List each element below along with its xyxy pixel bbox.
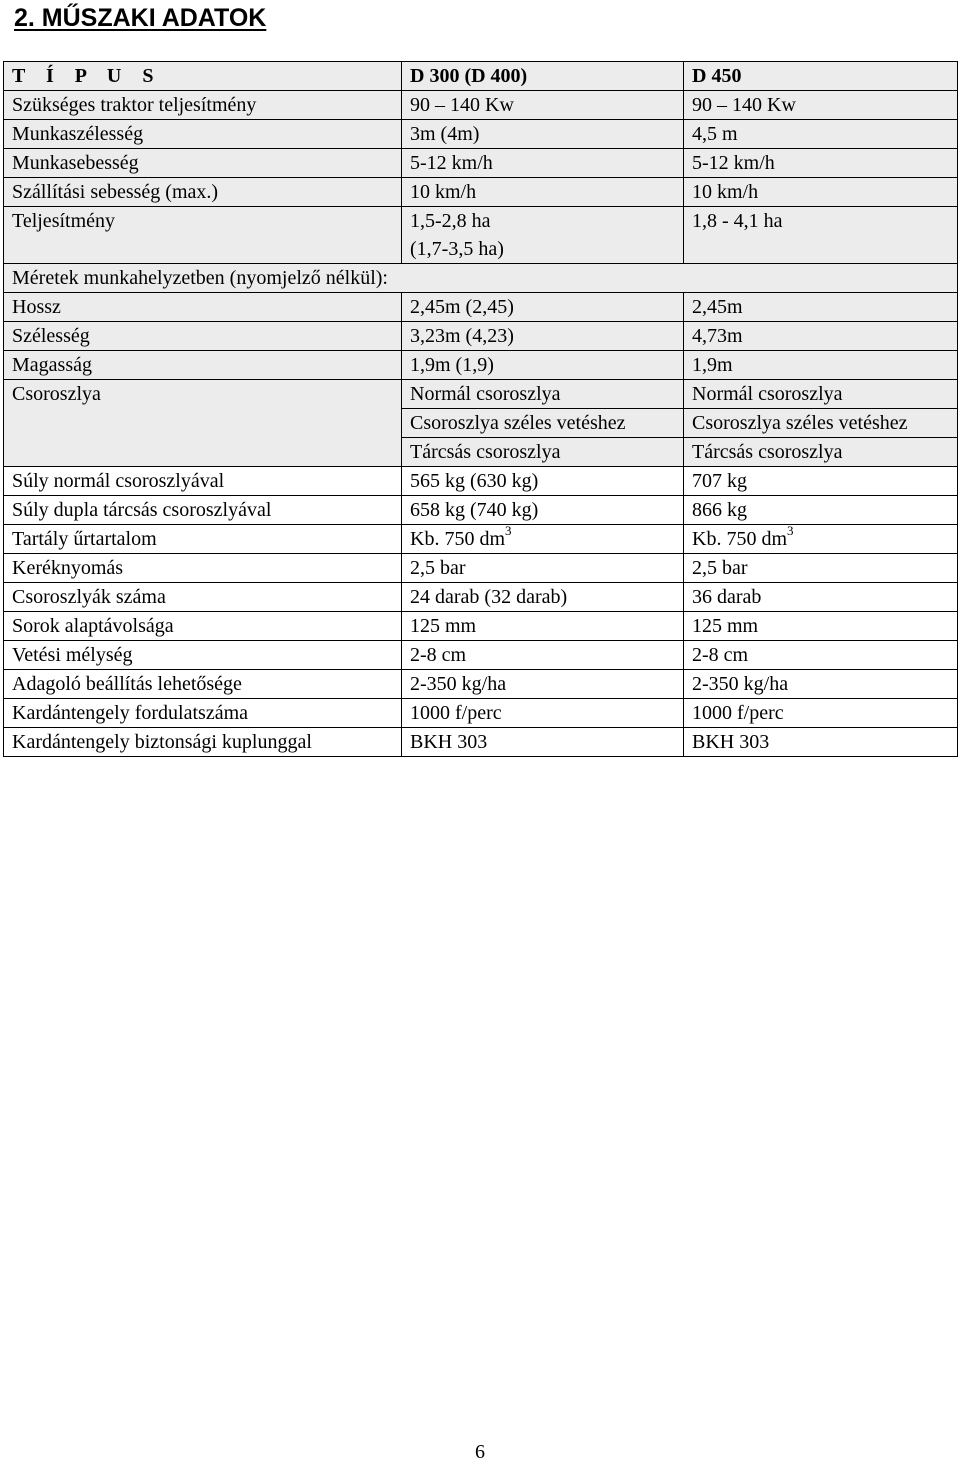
row-value-d300: 2,5 bar [402,554,684,583]
table-row [4,120,958,149]
table-row [4,91,958,120]
row-value-d450: Csoroszlya széles vetéshez [684,409,958,438]
row-value-d450: 4,5 m [684,120,958,149]
row-value-d300: 2-8 cm [402,641,684,670]
row-label: Adagoló beállítás lehetősége [4,670,402,699]
row-label: Magasság [4,351,402,380]
row-value-d450: 1,9m [684,351,958,380]
row-value-d450: 10 km/h [684,178,958,207]
table-header-row [4,62,958,91]
row-value-d450: Kb. 750 $dm^3$ [684,525,958,554]
table-row [4,467,958,496]
row-value-d300: 5-12 km/h [402,149,684,178]
row-value-d300: BKH 303 [402,728,684,757]
row-value-d450: 866 kg [684,496,958,525]
row-label: Teljesítmény [4,207,402,236]
row-value-d300: 1,5-2,8 ha [402,207,684,236]
row-value-d300: Tárcsás csoroszlya [402,438,684,467]
header-type: T Í P U S [4,62,402,91]
row-value-d450: 2,5 bar [684,554,958,583]
table-row [4,351,958,380]
section-heading: 2. MŰSZAKI ADATOK [14,4,267,32]
row-value-d300: 1,9m (1,9) [402,351,684,380]
table-row [4,178,958,207]
row-label: Keréknyomás [4,554,402,583]
row-value-d300: 125 mm [402,612,684,641]
row-label: Munkasebesség [4,149,402,178]
row-value-d300: 90 – 140 Kw [402,91,684,120]
row-value-d450: 90 – 140 Kw [684,91,958,120]
row-value-d300-extra: (1,7-3,5 ha) [402,235,684,264]
table-row [4,670,958,699]
row-value-d450: BKH 303 [684,728,958,757]
table-row [4,641,958,670]
row-label: Hossz [4,293,402,322]
row-value-d450: Normál csoroszlya [684,380,958,409]
row-label: Munkaszélesség [4,120,402,149]
row-label: Szükséges traktor teljesítmény [4,91,402,120]
row-value-d450: 4,73m [684,322,958,351]
row-value-d450: Tárcsás csoroszlya [684,438,958,467]
page-number: 6 [475,1441,485,1463]
row-label: Sorok alaptávolsága [4,612,402,641]
table-row [4,322,958,351]
row-label: Kardántengely biztonsági kuplunggal [4,728,402,757]
row-value-d450: 36 darab [684,583,958,612]
row-value-d300: 2-350 kg/ha [402,670,684,699]
row-value-d300: 565 kg (630 kg) [402,467,684,496]
table-row [4,525,958,554]
row-value-d450: 2-350 kg/ha [684,670,958,699]
table-row-continued [4,438,958,467]
table-row [4,380,958,409]
header-model-d450: D 450 [684,62,958,91]
row-label: Kardántengely fordulatszáma [4,699,402,728]
row-label: Csoroszlyák száma [4,583,402,612]
row-value-d450: 707 kg [684,467,958,496]
row-label: Szállítási sebesség (max.) [4,178,402,207]
row-label: Csoroszlya [4,380,402,409]
table-row [4,293,958,322]
table-row [4,207,958,236]
dimensions-subheading: Méretek munkahelyzetben (nyomjelző nélkül): [4,264,958,293]
technical-data-table [3,61,958,757]
row-value-d300: 3m (4m) [402,120,684,149]
row-value-d300: 24 darab (32 darab) [402,583,684,612]
row-value-d450: 1000 f/perc [684,699,958,728]
row-value-d450: 125 mm [684,612,958,641]
row-value-d300: 10 km/h [402,178,684,207]
table-row [4,554,958,583]
row-value-d300: 658 kg (740 kg) [402,496,684,525]
table-row-continued [4,235,958,264]
row-value-d300: 2,45m (2,45) [402,293,684,322]
row-value-d300: 3,23m (4,23) [402,322,684,351]
row-value-d300: Normál csoroszlya [402,380,684,409]
row-label: Súly dupla tárcsás csoroszlyával [4,496,402,525]
table-row [4,583,958,612]
table-row-subheading [4,264,958,293]
table-row [4,496,958,525]
row-value-d450: 1,8 - 4,1 ha [684,207,958,236]
header-model-d300: D 300 (D 400) [402,62,684,91]
row-label: Súly normál csoroszlyával [4,467,402,496]
row-label: Tartály űrtartalom [4,525,402,554]
table-row [4,612,958,641]
row-value-d300: Csoroszlya széles vetéshez [402,409,684,438]
row-value-d450: 2-8 cm [684,641,958,670]
row-value-d300: 1000 f/perc [402,699,684,728]
row-value-d450: 5-12 km/h [684,149,958,178]
table-row [4,728,958,757]
row-label: Szélesség [4,322,402,351]
table-row [4,699,958,728]
row-label: Vetési mélység [4,641,402,670]
row-value-d450: 2,45m [684,293,958,322]
table-row-continued [4,409,958,438]
table-row [4,149,958,178]
row-value-d300: Kb. 750 $dm^3$ [402,525,684,554]
